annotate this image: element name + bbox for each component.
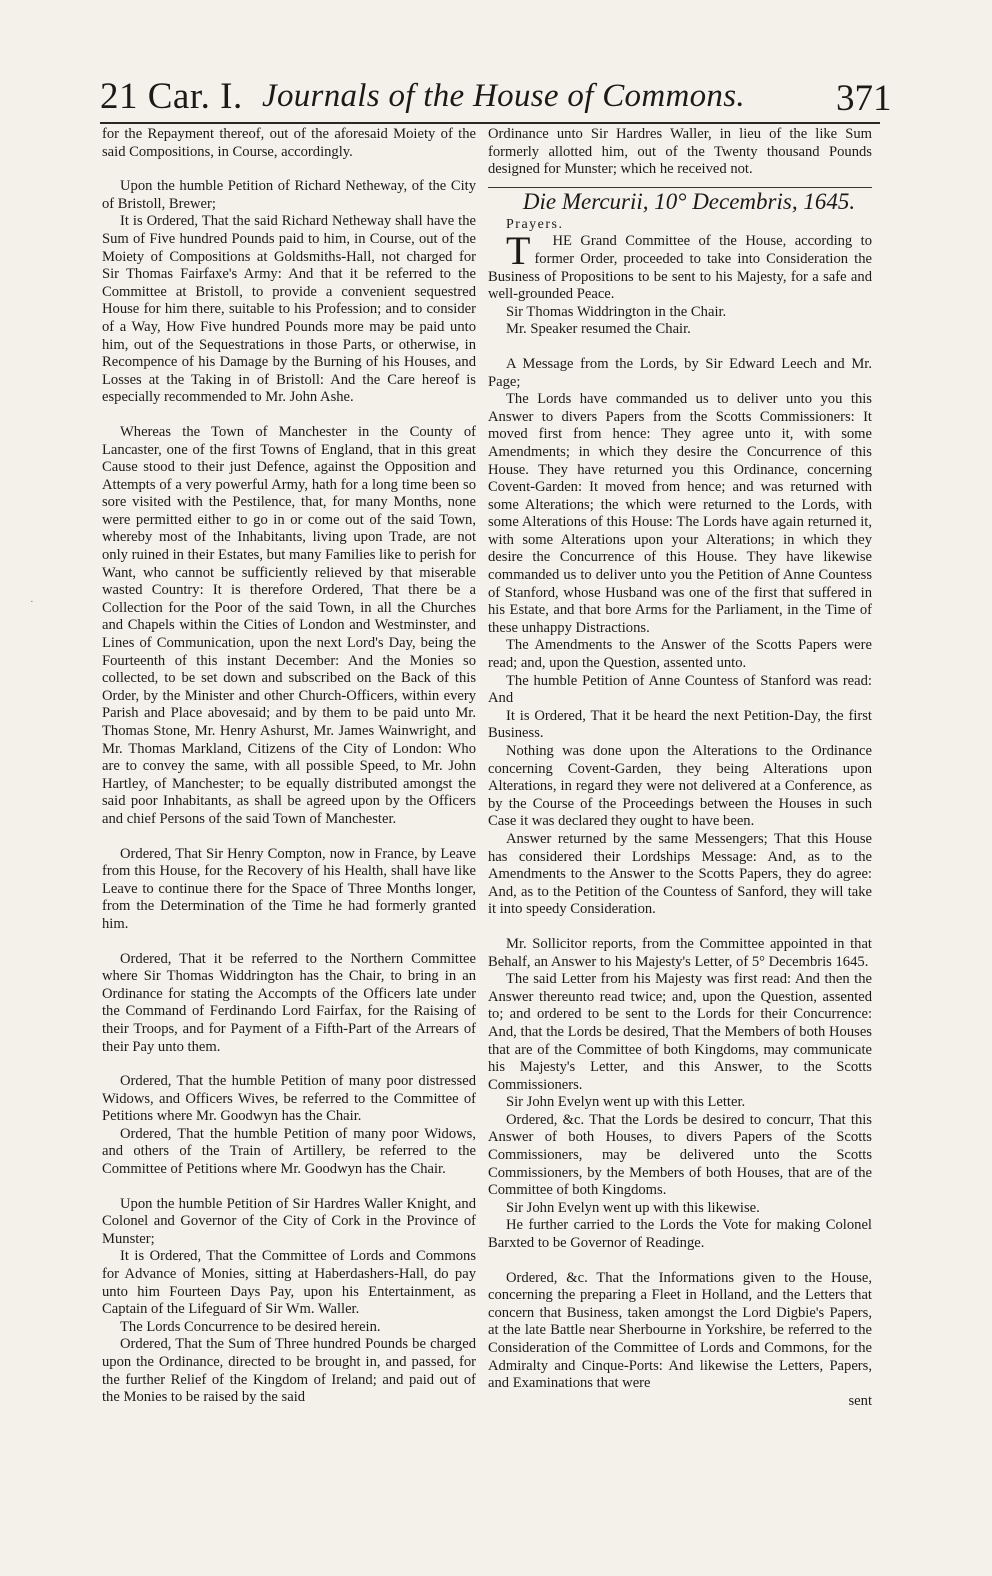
paragraph: Ordered, &c. That the Informations given to the House, concerning the preparing a Fleet in Holland, and the Letters that concern that Business, taken amongst the Lord Digbie's Papers, at the late Battle near Sherbourne in Yorkshire, be referred to the Consideration of the Committee of Lords and Commons, for the Admiralty and Cinque-Ports: And likewise the Letters, Papers, and Examinations that were: [488, 1269, 872, 1392]
paragraph: Sir John Evelyn went up with this likewise.: [506, 1199, 760, 1216]
journal-title: Journals of the House of Commons.: [262, 78, 745, 114]
paragraph: The Amendments to the Answer of the Scotts Papers were read; and, upon the Question, assented unto.: [488, 637, 872, 672]
prayers-heading: Prayers.: [506, 216, 564, 232]
paragraph: It is Ordered, That the said Richard Netheway shall have the Sum of Five hundred Pounds paid to him, in Course, out of the Moiety of Compositions at Goldsmiths-Hall, not charged for Sir Thomas Fairfaxe's Army: And that it be referred to the Committee at Bristoll, to provide a convenient sequestred House for him there, suitable to his Profession; and to consider of a Way, How Five hundred Pounds more may be paid unto him, out of the Sequestrations in those Parts, or otherwise, in Recompence of his Damage by the Burning of his Houses, and Losses at the Taking in of Bristoll: And the Care hereof is especially recommended to Mr. John Ashe.: [102, 213, 476, 406]
paragraph: Ordered, That it be referred to the Northern Committee where Sir Thomas Widdrington has the Chair, to bring in an Ordinance for stating the Accompts of the Officers late under the Command of Ferdinando Lord Fairfax, for the Raising of their Troops, and for Payment of a Fifth-Part of the Arrears of their Pay unto them.: [102, 950, 476, 1055]
paragraph: Whereas the Town of Manchester in the County of Lancaster, one of the first Towns of England, that in this great Cause stood to their just Defence, against the Opposition and Attempts of a very powerful Army, hath for a long time been so sore visited with the Pestilence, that, for many Months, none were permitted either to go in or come out of the said Town, whereby most of the Inhabitants, living upon Trade, are not only ruined in their Estates, but many Families like to perish for Want, who cannot be sufficiently relieved by that miserable wasted Country: It is therefore Ordered, That there be a Collection for the Poor of the said Town, in all the Churches and Chapels within the Cities of London and Westminster, and Lines of Communication, upon the next Lord's Day, being the Fourteenth of this instant December: And the Monies so collected, to be set down and subscribed on the Back of this Order, by the Minister and other Church-Officers, within every Parish and Place abovesaid; and by them to be paid unto Mr. Thomas Stone, Mr. Henry Ashurst, Mr. James Wainwright, and Mr. Thomas Markland, Citizens of the City of London: Who are to convey the same, with all possible Speed, to Mr. John Hartley, of Manchester; to be equally distributed amongst the said poor Inhabitants, as shall be agreed upon by the Officers and chief Persons of the said Town of Manchester.: [102, 423, 476, 827]
paragraph: Upon the humble Petition of Sir Hardres Waller Knight, and Colonel and Governor of the City of Cork in the Province of Munster;: [102, 1195, 476, 1247]
paragraph: [488, 228, 872, 303]
date-heading: Die Mercurii, 10° Decembris, 1645.: [522, 188, 856, 214]
paragraph-text: HE Grand Committee of the House, according to former Order, proceeded to take into Consideration the Business of Propositions to be sent to his Majesty, for a safe and well-grounded Peace.: [488, 233, 872, 303]
paragraph: Ordered, That the Sum of Three hundred Pounds be charged upon the Ordinance, directed to be brought in, and passed, for the further Relief of the Kingdom of Ireland; and paid out of the Monies to be raised by the said: [102, 1336, 476, 1406]
drop-cap: T: [506, 228, 531, 274]
paragraph: Ordered, That Sir Henry Compton, now in France, by Leave from this House, for the Recovery of his Health, shall have like Leave to continue there for the Space of Three Months longer, from the Determination of the Time he had formerly granted him.: [102, 845, 476, 932]
page-number: 371: [836, 78, 892, 119]
paragraph: Ordered, &c. That the Lords be desired to concurr, That this Answer of both Houses, to divers Papers of the Scotts Commissioners, may be delivered unto the Scotts Commissioners, by the Members of both Houses, that are of the Committee of both Kingdoms.: [488, 1111, 872, 1199]
paragraph: The Lords have commanded us to deliver unto you this Answer to divers Papers from the Scotts Commissioners: It moved first from hence: They agree unto it, with some Amendments; in which they desire the Concurrence of this House. They have returned you this Ordinance, concerning Covent-Garden: It moved from hence; and was returned with some Alterations; the which were returned to the Lords, with some Alterations of this House: The Lords have again returned it, with some Alterations upon your Alterations; in which they desire the Concurrence of this House. They have likewise commanded us to deliver unto you the Petition of Anne Countess of Stanford, whose Husband was one of the first that suffered in his Estate, and that bore Arms for the Parliament, in the Time of these unhappy Distractions.: [488, 391, 872, 636]
paragraph: The Lords Concurrence to be desired herein.: [120, 1318, 381, 1335]
paragraph: Nothing was done upon the Alterations to the Ordinance concerning Covent-Garden, they being Alterations upon Alterations, in regard they were not delivered at a Conference, as by the Course of the Proceedings between the Houses in such Case it was declared they ought to have been.: [488, 743, 872, 830]
paragraph: Ordinance unto Sir Hardres Waller, in lieu of the like Sum formerly allotted him, out of the Twenty thousand Pounds designed for Munster; which he received not.: [488, 126, 872, 178]
paragraph: It is Ordered, That the Committee of Lords and Commons for Advance of Monies, sitting at Haberdashers-Hall, do pay unto him Fourteen Days Pay, upon his Entertainment, as Captain of the Lifeguard of Sir Wm. Waller.: [102, 1248, 476, 1318]
paragraph: Sir Thomas Widdrington in the Chair.: [506, 303, 727, 320]
paragraph: A Message from the Lords, by Sir Edward Leech and Mr. Page;: [488, 355, 872, 390]
right-column: [488, 126, 872, 1410]
paragraph: The humble Petition of Anne Countess of Stanford was read: And: [488, 672, 872, 707]
paragraph: He further carried to the Lords the Vote for making Colonel Barxted to be Governor of Readinge.: [488, 1217, 872, 1252]
catchword: sent: [848, 1392, 872, 1409]
page-header: [0, 0, 992, 128]
paragraph: Mr. Speaker resumed the Chair.: [506, 321, 691, 338]
margin-mark: ·: [30, 596, 34, 608]
paragraph: Ordered, That the humble Petition of many poor Widows, and others of the Train of Artillery, be referred to the Committee of Petitions where Mr. Goodwyn has the Chair.: [102, 1125, 476, 1178]
paragraph: It is Ordered, That it be heard the next Petition-Day, the first Business.: [488, 707, 872, 742]
paragraph: for the Repayment thereof, out of the aforesaid Moiety of the said Compositions, in Course, accordingly.: [102, 126, 476, 160]
paragraph: Upon the humble Petition of Richard Netheway, of the City of Bristoll, Brewer;: [102, 178, 476, 212]
paragraph: Mr. Sollicitor reports, from the Committee appointed in that Behalf, an Answer to his Majesty's Letter, of 5° Decembris 1645.: [488, 935, 872, 970]
left-column: [102, 126, 476, 1407]
paragraph: The said Letter from his Majesty was first read: And then the Answer thereunto read twice; and, upon the Question, assented to; and ordered to be sent to the Lords for their Concurrence: And, that the Lords be desired, That the Members of both Houses that are of the Committee of both Kingdoms, may communicate his Majesty's Letter, and this Answer, to the Scotts Commissioners.: [488, 971, 872, 1093]
paragraph: Ordered, That the humble Petition of many poor distressed Widows, and Officers Wives, be referred to the Committee of Petitions where Mr. Goodwyn has the Chair.: [102, 1073, 476, 1125]
regnal-year: 21 Car. I.: [100, 76, 243, 117]
paragraph: Answer returned by the same Messengers; That this House has considered their Lordships Message: And, as to the Amendments to the Answer to the Scotts Papers, they do agree: And, as to the Petition of the Countess of Sanford, they will take it into speedy Consideration.: [488, 830, 872, 918]
header-rule: [100, 122, 880, 124]
paragraph: Sir John Evelyn went up with this Letter.: [506, 1094, 746, 1111]
